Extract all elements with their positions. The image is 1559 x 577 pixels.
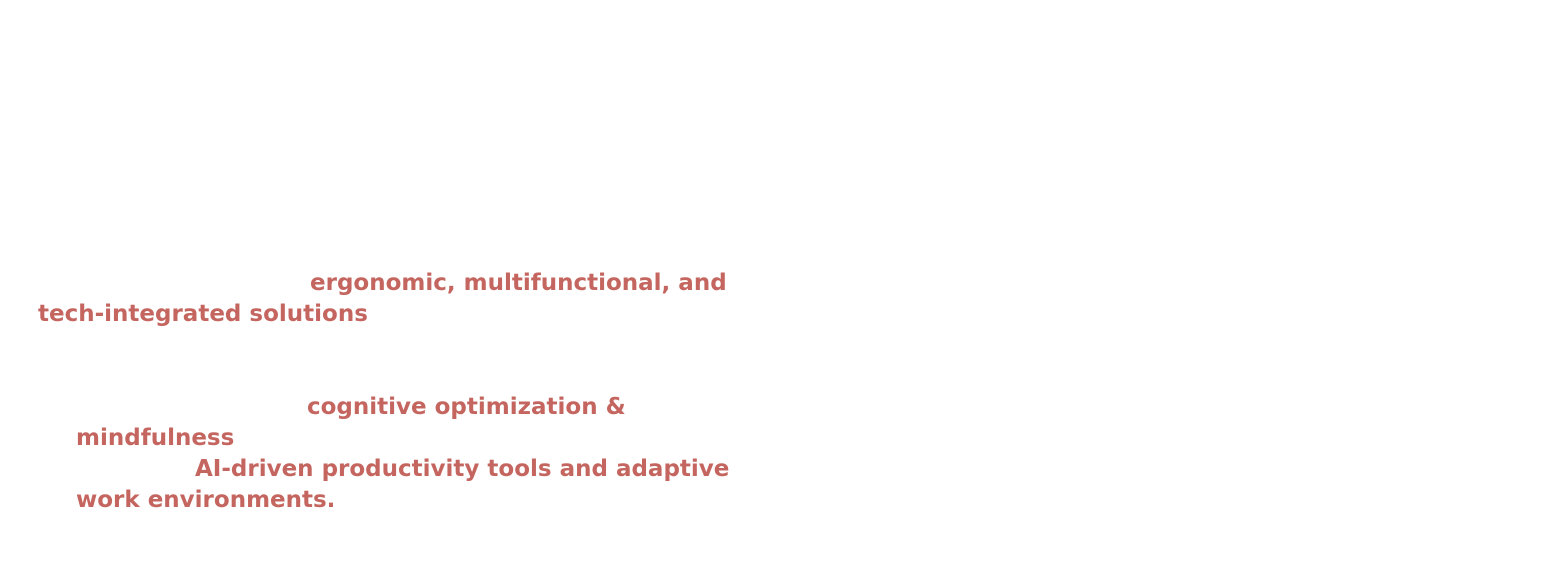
highlight-cognitive-line: cognitive optimization & — [307, 394, 626, 420]
highlight-tech-solutions-line: tech-integrated solutions — [38, 301, 368, 327]
highlight-ai-tools-line: AI-driven productivity tools and adaptive — [195, 456, 730, 482]
highlight-ergonomic-line: ergonomic, multifunctional, and — [310, 270, 727, 296]
highlight-mindfulness-line: mindfulness — [76, 425, 235, 451]
highlight-work-environments-line: work environments. — [76, 487, 336, 513]
